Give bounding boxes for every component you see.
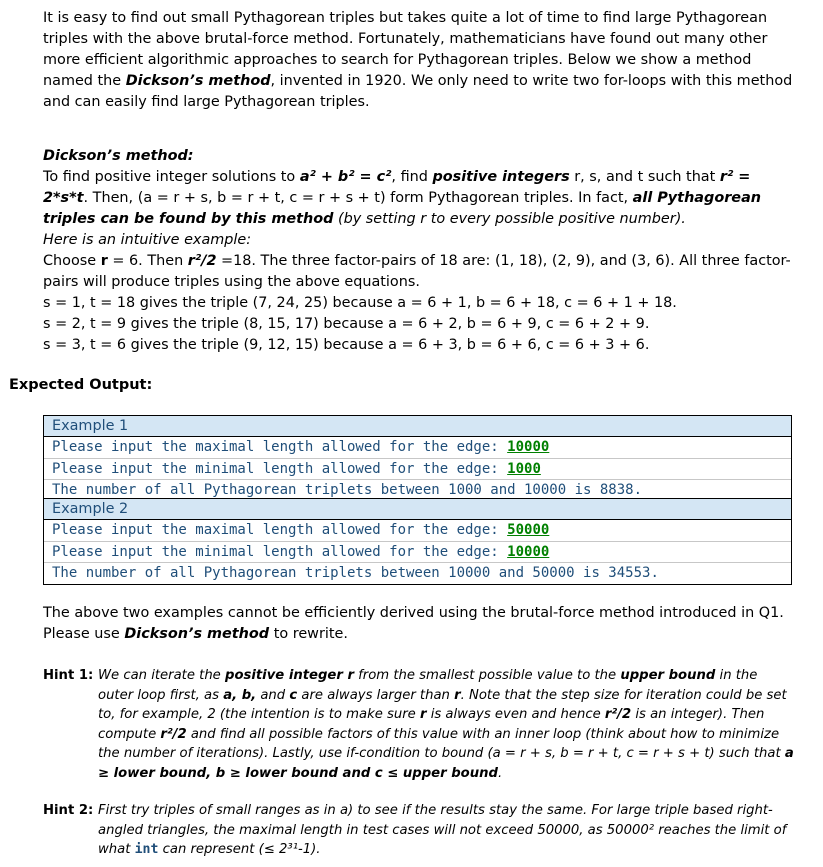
hint-label: Hint 1: [43, 668, 94, 683]
hint-body: We can iterate the positive integer r from the smallest possible value to the upper bound in the outer loop first, as a, b, and c are always larger than r. Note that the step size for iteration could be set to, for example, 2 (the intention is to make sure r is always even and hence r²/2 is an integer). Then compute r²/2 and find all possible factors of this value with an inner loop (think about how to minimize the number of iterations). Lastly, use if-condition to bound (a = r + s, b = r + t, c = r + s + t) such that a ≥ lower bound, b ≥ lower bound and c ≤ upper bound. [98, 668, 794, 781]
input-value-min: 1000 [507, 460, 541, 477]
example-box-1 [43, 415, 792, 502]
method-name: Dickson’s method [125, 73, 271, 89]
intro-text: It is easy to find out small Pythagorean triples but takes quite a lot of time to find large Pythagorean triples with the above brutal-force method. Fortunately, mathematicians have found out many other more efficient algorithmic approaches to search for Pythagorean triples. Below we show a method named the [43, 10, 768, 89]
dickson-heading: Dickson’s method: [43, 148, 194, 164]
example-line-2: s = 2, t = 9 gives the triple (8, 15, 17) because a = 6 + 2, b = 6 + 9, c = 6 + 2 + 9. [43, 316, 650, 332]
console-line-max: Please input the maximal length allowed for the edge: 10000 [44, 437, 791, 459]
console-line-max: Please input the maximal length allowed for the edge: 50000 [44, 520, 791, 542]
choose-text: Choose r = 6. Then r²/2 =18. The three factor-pairs of 18 are: (1, 18), (2, 9), and (3, 6). All three factor-pairs will produce triples using the above equations. [43, 253, 791, 290]
intro-text-end: , invented in 1920. We only need to write two for-loops with this method and can easily find large Pythagorean triples. [43, 73, 793, 110]
example-title: Example 1 [44, 416, 791, 437]
input-value-max: 50000 [507, 522, 550, 538]
console-line-min: Please input the minimal length allowed for the edge: 10000 [44, 542, 791, 564]
outro-paragraph: The above two examples cannot be efficiently derived using the brutal-force method introduced in Q1. Please use Dickson’s method to rewrite. [43, 605, 784, 642]
expected-output-label: Expected Output: [9, 377, 153, 393]
example-line-3: s = 3, t = 6 gives the triple (9, 12, 15) because a = 6 + 3, b = 6 + 6, c = 6 + 3 + 6. [43, 337, 650, 353]
input-value-min: 10000 [507, 543, 550, 560]
console-line-min: Please input the minimal length allowed for the edge: 1000 [44, 459, 791, 481]
dickson-definition: To find positive integer solutions to a² + b² = c², find positive integers r, s, and t such that r² = 2*s*t. Then, (a = r + s, b = r + t, c = r + s + t) form Pythagorean triples. In fact, all Pythagorean triples can be found by this method (by setting r to every possible positive number). [43, 169, 762, 227]
hint-2 [43, 801, 795, 860]
code-int: int [134, 842, 159, 857]
input-value-max: 10000 [507, 439, 550, 455]
console-result: The number of all Pythagorean triplets between 1000 and 10000 is 8838. [52, 482, 643, 498]
example-title: Example 2 [44, 499, 791, 520]
hint-label: Hint 2: [43, 803, 94, 818]
dickson-section [43, 146, 795, 356]
intro-paragraph [43, 8, 795, 113]
hint-body: First try triples of small ranges as in a) to see if the results stay the same. For large triple based right-angled triangles, the maximal length in test cases will not exceed 50000, as 50000² reaches the limit of what int can represent (≤ 2³¹-1). [98, 803, 787, 857]
hint-1 [43, 666, 795, 783]
example-line-1: s = 1, t = 18 gives the triple (7, 24, 25) because a = 6 + 1, b = 6 + 18, c = 6 + 1 + 18. [43, 295, 677, 311]
example-box-2 [43, 498, 792, 585]
intuitive-label: Here is an intuitive example: [43, 232, 252, 248]
console-result: The number of all Pythagorean triplets between 10000 and 50000 is 34553. [52, 565, 659, 581]
